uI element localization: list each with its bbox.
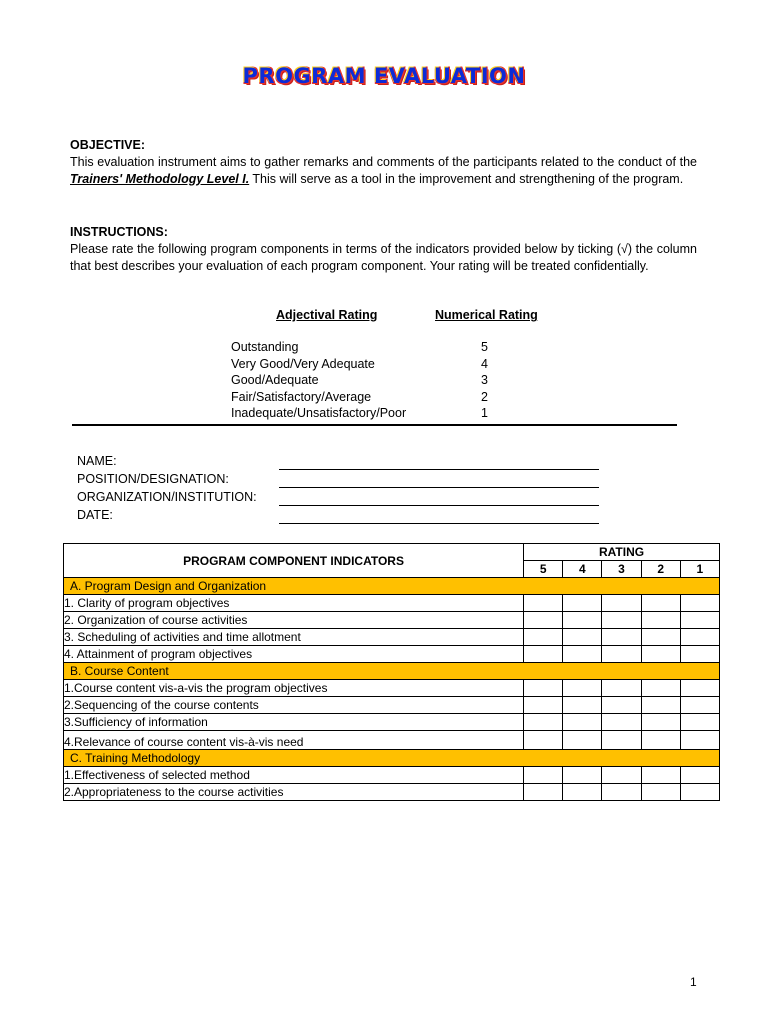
table-row — [64, 646, 720, 663]
indicator-label: 1.Effectiveness of selected method — [64, 767, 524, 784]
indicator-label: 2.Appropriateness to the course activities — [64, 784, 524, 801]
rating-cell[interactable] — [524, 595, 563, 612]
scale-row — [231, 390, 511, 406]
scale-number: 1 — [481, 406, 488, 420]
adjectival-rating-header: Adjectival Rating — [276, 308, 378, 322]
rating-cell[interactable] — [641, 731, 680, 750]
rating-cell[interactable] — [641, 714, 680, 731]
indicator-label: 2. Organization of course activities — [64, 612, 524, 629]
rating-cell[interactable] — [680, 680, 719, 697]
table-row — [64, 595, 720, 612]
rating-column-1: 1 — [680, 561, 719, 578]
rating-cell[interactable] — [641, 646, 680, 663]
scale-number: 4 — [481, 357, 488, 371]
scale-row — [231, 357, 511, 373]
instructions-heading: INSTRUCTIONS: — [70, 225, 168, 239]
rating-cell[interactable] — [602, 595, 641, 612]
name-label: NAME: — [77, 454, 117, 468]
organization-field[interactable] — [77, 490, 602, 508]
scale-adjective: Good/Adequate — [231, 373, 319, 387]
rating-cell[interactable] — [680, 731, 719, 750]
rating-cell[interactable] — [602, 767, 641, 784]
scale-row — [231, 340, 511, 356]
rating-column-2: 2 — [641, 561, 680, 578]
objective-text-end: This will serve as a tool in the improvement and strengthening of the program. — [252, 172, 684, 186]
rating-cell[interactable] — [563, 697, 602, 714]
page-title: PROGRAM EVALUATION — [242, 64, 526, 88]
rating-cell[interactable] — [563, 731, 602, 750]
table-row — [64, 680, 720, 697]
rating-cell[interactable] — [680, 629, 719, 646]
scale-number: 2 — [481, 390, 488, 404]
objective-section — [70, 137, 697, 188]
numerical-rating-header: Numerical Rating — [435, 308, 538, 322]
rating-cell[interactable] — [563, 646, 602, 663]
objective-text-start: This evaluation instrument aims to gather remarks and comments of the participants related to the conduct of the — [70, 155, 697, 169]
category-row — [64, 750, 720, 767]
rating-cell[interactable] — [524, 612, 563, 629]
category-row — [64, 578, 720, 595]
instructions-section — [70, 224, 697, 275]
rating-cell[interactable] — [563, 629, 602, 646]
section-divider — [72, 424, 677, 426]
indicator-label: 2.Sequencing of the course contents — [64, 697, 524, 714]
program-name: Trainers' Methodology Level I. — [70, 172, 250, 186]
rating-cell[interactable] — [602, 714, 641, 731]
rating-cell[interactable] — [680, 646, 719, 663]
page-number: 1 — [690, 975, 697, 989]
rating-cell[interactable] — [563, 714, 602, 731]
table-row — [64, 697, 720, 714]
rating-cell[interactable] — [680, 784, 719, 801]
objective-text — [70, 154, 697, 188]
rating-cell[interactable] — [524, 629, 563, 646]
position-label: POSITION/DESIGNATION: — [77, 472, 229, 486]
scale-number: 3 — [481, 373, 488, 387]
scale-adjective: Very Good/Very Adequate — [231, 357, 375, 371]
evaluation-table — [63, 543, 720, 801]
table-row — [64, 731, 720, 750]
category-title: B. Course Content — [64, 663, 720, 680]
rating-cell[interactable] — [602, 731, 641, 750]
scale-row — [231, 373, 511, 389]
rating-cell[interactable] — [680, 612, 719, 629]
rating-cell[interactable] — [524, 697, 563, 714]
scale-number: 5 — [481, 340, 488, 354]
indicator-label: 1. Clarity of program objectives — [64, 595, 524, 612]
table-row — [64, 714, 720, 731]
rating-cell[interactable] — [680, 767, 719, 784]
table-row — [64, 612, 720, 629]
indicator-label: 3. Scheduling of activities and time allotment — [64, 629, 524, 646]
position-blank-line[interactable] — [279, 487, 599, 488]
position-field[interactable] — [77, 472, 602, 490]
rating-column-5: 5 — [524, 561, 563, 578]
rating-cell[interactable] — [641, 612, 680, 629]
rating-cell[interactable] — [563, 767, 602, 784]
category-title: A. Program Design and Organization — [64, 578, 720, 595]
rating-cell[interactable] — [680, 697, 719, 714]
category-row — [64, 663, 720, 680]
rating-cell[interactable] — [524, 714, 563, 731]
scale-adjective: Inadequate/Unsatisfactory/Poor — [231, 406, 407, 420]
name-blank-line[interactable] — [279, 469, 599, 470]
rating-cell[interactable] — [563, 784, 602, 801]
rating-cell[interactable] — [641, 697, 680, 714]
rating-cell[interactable] — [641, 784, 680, 801]
scale-row — [231, 406, 511, 422]
rating-cell[interactable] — [680, 595, 719, 612]
rating-cell[interactable] — [602, 612, 641, 629]
rating-column-3: 3 — [602, 561, 641, 578]
rating-cell[interactable] — [602, 784, 641, 801]
rating-cell[interactable] — [524, 784, 563, 801]
scale-adjective: Fair/Satisfactory/Average — [231, 390, 372, 404]
rating-cell[interactable] — [524, 731, 563, 750]
rating-cell[interactable] — [524, 646, 563, 663]
organization-label: ORGANIZATION/INSTITUTION: — [77, 490, 257, 504]
rating-cell[interactable] — [641, 595, 680, 612]
indicator-label: 4.Relevance of course content vis-à-vis need — [64, 731, 524, 750]
rating-cell[interactable] — [563, 612, 602, 629]
rating-cell[interactable] — [524, 680, 563, 697]
rating-cell[interactable] — [524, 767, 563, 784]
category-title: C. Training Methodology — [64, 750, 720, 767]
objective-heading: OBJECTIVE: — [70, 138, 146, 152]
rating-cell[interactable] — [602, 646, 641, 663]
indicators-header: PROGRAM COMPONENT INDICATORS — [64, 544, 524, 578]
date-field[interactable] — [77, 508, 602, 526]
rating-cell[interactable] — [680, 714, 719, 731]
organization-blank-line[interactable] — [279, 505, 599, 506]
rating-cell[interactable] — [602, 697, 641, 714]
scale-adjective: Outstanding — [231, 340, 299, 354]
rating-header: RATING — [524, 544, 720, 561]
table-row — [64, 629, 720, 646]
rating-cell[interactable] — [641, 680, 680, 697]
rating-column-4: 4 — [563, 561, 602, 578]
rating-cell[interactable] — [641, 629, 680, 646]
indicator-label: 3.Sufficiency of information — [64, 714, 524, 731]
rating-cell[interactable] — [563, 595, 602, 612]
indicator-label: 1.Course content vis-a-vis the program objectives — [64, 680, 524, 697]
indicator-label: 4. Attainment of program objectives — [64, 646, 524, 663]
rating-cell[interactable] — [641, 767, 680, 784]
date-label: DATE: — [77, 508, 113, 522]
date-blank-line[interactable] — [279, 523, 599, 524]
rating-cell[interactable] — [563, 680, 602, 697]
name-field[interactable] — [77, 454, 602, 472]
rating-cell[interactable] — [602, 629, 641, 646]
table-row — [64, 767, 720, 784]
rating-cell[interactable] — [602, 680, 641, 697]
instructions-text: Please rate the following program components in terms of the indicators provided below by ticking (√) the column that best describes your evaluation of each program component. Your rating will be treated confidentially. — [70, 242, 697, 273]
table-row — [64, 784, 720, 801]
